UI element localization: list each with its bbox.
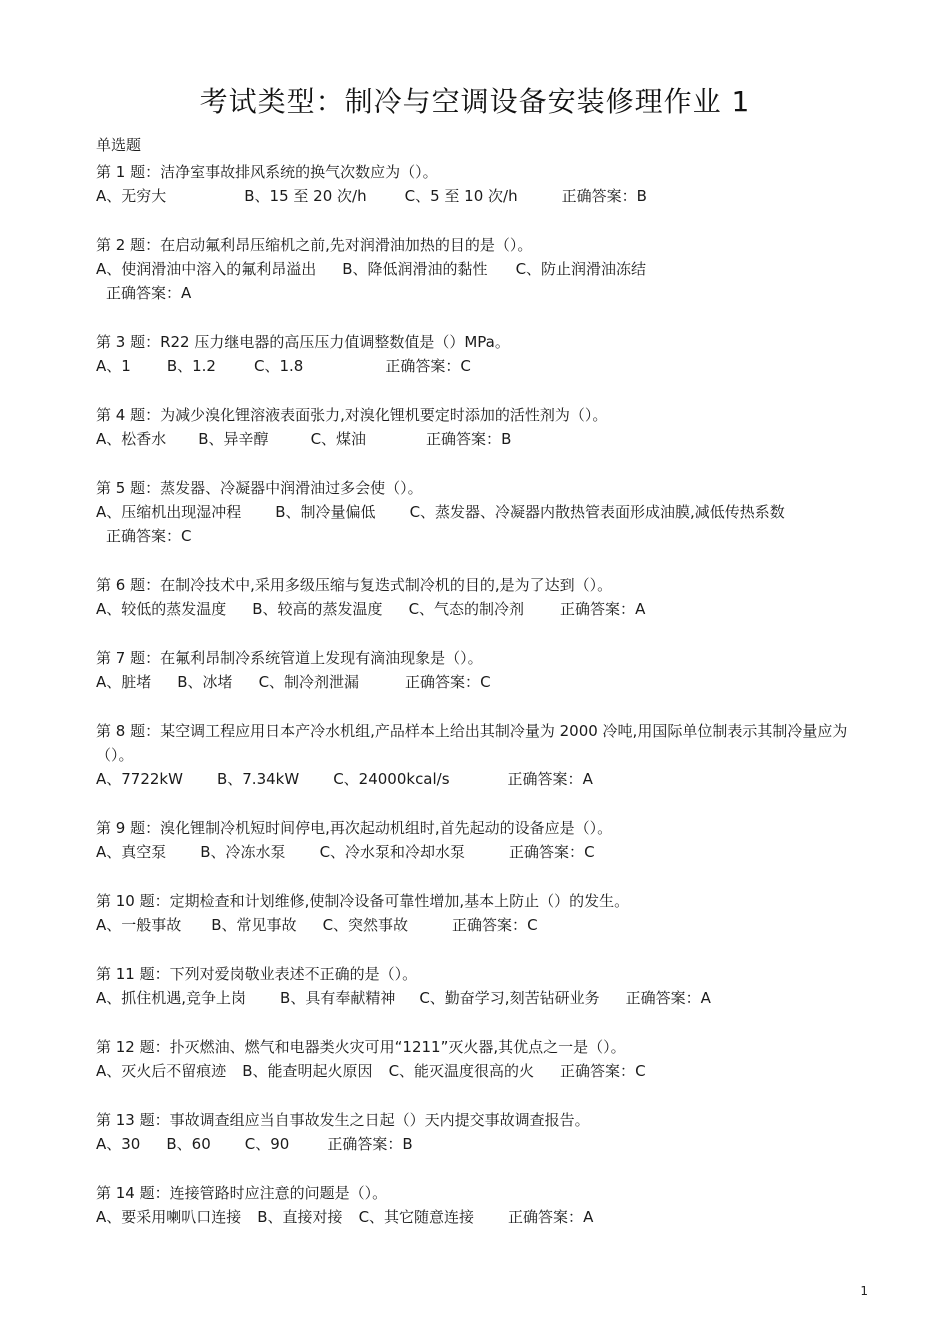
question-options bbox=[96, 670, 876, 694]
answer-label: 正确答案： bbox=[385, 357, 461, 375]
question-stem: 第 14 题：连接管路时应注意的问题是（）。 bbox=[96, 1184, 388, 1202]
option-c: C、制冷剂泄漏 bbox=[258, 673, 360, 691]
correct-answer bbox=[106, 284, 191, 302]
question-item bbox=[96, 1035, 876, 1083]
option-b: B、能查明起火原因 bbox=[242, 1062, 373, 1080]
correct-answer bbox=[405, 670, 491, 694]
question-options bbox=[96, 597, 876, 621]
answer-value: C bbox=[584, 843, 595, 861]
question-options bbox=[96, 840, 876, 864]
correct-answer bbox=[509, 840, 595, 864]
option-b: B、60 bbox=[166, 1135, 211, 1153]
question-stem: 第 2 题：在启动氟利昂压缩机之前,先对润滑油加热的目的是（）。 bbox=[96, 236, 533, 254]
option-c: C、90 bbox=[244, 1135, 290, 1153]
question-options bbox=[96, 1059, 876, 1083]
page-number: 1 bbox=[860, 1284, 868, 1298]
question-options bbox=[96, 1205, 876, 1229]
option-c: C、突然事故 bbox=[322, 916, 409, 934]
option-c: C、气态的制冷剂 bbox=[408, 600, 525, 618]
answer-line bbox=[96, 524, 876, 548]
option-c: C、5 至 10 次/h bbox=[404, 187, 518, 205]
option-b: B、冰堵 bbox=[177, 673, 233, 691]
option-b: B、降低润滑油的黏性 bbox=[342, 260, 488, 278]
answer-value: A bbox=[181, 284, 192, 302]
option-a: A、灭火后不留痕迹 bbox=[96, 1062, 227, 1080]
answer-value: C bbox=[460, 357, 471, 375]
question-item bbox=[96, 816, 876, 864]
correct-answer bbox=[327, 1132, 412, 1156]
question-stem: 第 1 题：洁净室事故排风系统的换气次数应为（）。 bbox=[96, 163, 438, 181]
question-stem: 第 4 题：为减少溴化锂溶液表面张力,对溴化锂机要定时添加的活性剂为（）。 bbox=[96, 406, 608, 424]
answer-value: B bbox=[501, 430, 512, 448]
answer-value: A bbox=[583, 1208, 594, 1226]
option-a: A、无穷大 bbox=[96, 187, 167, 205]
answer-value: C bbox=[527, 916, 538, 934]
answer-value: C bbox=[480, 673, 491, 691]
answer-value: B bbox=[636, 187, 647, 205]
question-stem: 第 13 题：事故调查组应当自事故发生之日起（）天内提交事故调查报告。 bbox=[96, 1111, 590, 1129]
answer-label: 正确答案： bbox=[561, 187, 637, 205]
answer-label: 正确答案： bbox=[560, 1062, 636, 1080]
answer-value: A bbox=[700, 989, 711, 1007]
question-item bbox=[96, 160, 876, 208]
option-c: C、能灭温度很高的火 bbox=[388, 1062, 535, 1080]
question-stem: 第 8 题：某空调工程应用日本产冷水机组,产品样本上给出其制冷量为 2000 冷吨,用国际单位制表示其制冷量应为（）。 bbox=[96, 722, 848, 764]
question-options bbox=[96, 427, 876, 451]
question-stem: 第 7 题：在氟利昂制冷系统管道上发现有滴油现象是（）。 bbox=[96, 649, 483, 667]
option-c: C、蒸发器、冷凝器内散热管表面形成油膜,减低传热系数 bbox=[409, 503, 785, 521]
answer-value: A bbox=[635, 600, 646, 618]
correct-answer bbox=[106, 527, 192, 545]
option-b: B、7.34kW bbox=[216, 770, 300, 788]
section-heading: 单选题 bbox=[96, 136, 142, 154]
question-options bbox=[96, 354, 876, 378]
option-c: C、1.8 bbox=[253, 357, 304, 375]
question-stem: 第 6 题：在制冷技术中,采用多级压缩与复迭式制冷机的目的,是为了达到（）。 bbox=[96, 576, 613, 594]
question-item bbox=[96, 476, 876, 548]
option-b: B、1.2 bbox=[166, 357, 216, 375]
option-a: A、较低的蒸发温度 bbox=[96, 600, 227, 618]
question-item bbox=[96, 646, 876, 694]
option-b: B、15 至 20 次/h bbox=[244, 187, 367, 205]
question-stem: 第 11 题：下列对爱岗敬业表述不正确的是（）。 bbox=[96, 965, 418, 983]
question-options bbox=[96, 500, 876, 524]
question-item bbox=[96, 962, 876, 1010]
option-a: A、真空泵 bbox=[96, 843, 167, 861]
option-a: A、1 bbox=[96, 357, 131, 375]
correct-answer bbox=[508, 1205, 593, 1229]
option-a: A、抓住机遇,竞争上岗 bbox=[96, 989, 247, 1007]
option-c: C、其它随意连接 bbox=[358, 1208, 475, 1226]
question-options bbox=[96, 257, 876, 281]
answer-label: 正确答案： bbox=[426, 430, 502, 448]
correct-answer bbox=[426, 427, 511, 451]
question-list bbox=[96, 160, 876, 1254]
option-a: A、压缩机出现湿冲程 bbox=[96, 503, 242, 521]
answer-value: C bbox=[635, 1062, 646, 1080]
question-stem: 第 10 题：定期检查和计划维修,使制冷设备可靠性增加,基本上防止（）的发生。 bbox=[96, 892, 630, 910]
option-a: A、要采用喇叭口连接 bbox=[96, 1208, 242, 1226]
option-a: A、30 bbox=[96, 1135, 141, 1153]
correct-answer bbox=[452, 913, 538, 937]
option-c: C、24000kcal/s bbox=[333, 770, 450, 788]
option-c: C、煤油 bbox=[310, 430, 367, 448]
option-a: A、一般事故 bbox=[96, 916, 182, 934]
option-b: B、较高的蒸发温度 bbox=[252, 600, 383, 618]
question-stem: 第 9 题：溴化锂制冷机短时间停电,再次起动机组时,首先起动的设备应是（）。 bbox=[96, 819, 613, 837]
answer-label: 正确答案： bbox=[509, 843, 585, 861]
option-b: B、冷冻水泵 bbox=[200, 843, 286, 861]
option-c: C、冷水泵和冷却水泵 bbox=[319, 843, 466, 861]
answer-value: C bbox=[181, 527, 192, 545]
question-item bbox=[96, 889, 876, 937]
option-a: A、7722kW bbox=[96, 770, 183, 788]
question-item bbox=[96, 1181, 876, 1229]
answer-label: 正确答案： bbox=[625, 989, 701, 1007]
option-c: C、勤奋学习,刻苦钻研业务 bbox=[419, 989, 600, 1007]
answer-label: 正确答案： bbox=[508, 1208, 584, 1226]
correct-answer bbox=[562, 184, 647, 208]
answer-label: 正确答案： bbox=[327, 1135, 403, 1153]
question-item bbox=[96, 403, 876, 451]
question-stem: 第 3 题：R22 压力继电器的高压压力值调整数值是（）MPa。 bbox=[96, 333, 510, 351]
question-item bbox=[96, 573, 876, 621]
answer-label: 正确答案： bbox=[106, 284, 182, 302]
option-b: B、制冷量偏低 bbox=[275, 503, 376, 521]
question-item bbox=[96, 330, 876, 378]
option-a: A、松香水 bbox=[96, 430, 167, 448]
option-b: B、常见事故 bbox=[211, 916, 297, 934]
question-item bbox=[96, 233, 876, 305]
option-b: B、直接对接 bbox=[257, 1208, 343, 1226]
correct-answer bbox=[560, 597, 645, 621]
answer-label: 正确答案： bbox=[106, 527, 182, 545]
answer-label: 正确答案： bbox=[452, 916, 528, 934]
answer-label: 正确答案： bbox=[560, 600, 636, 618]
option-b: B、具有奉献精神 bbox=[280, 989, 396, 1007]
question-options bbox=[96, 986, 876, 1010]
option-c: C、防止润滑油冻结 bbox=[515, 260, 647, 278]
option-a: A、使润滑油中溶入的氟利昂溢出 bbox=[96, 260, 317, 278]
correct-answer bbox=[560, 1059, 646, 1083]
answer-line bbox=[96, 281, 876, 305]
question-options bbox=[96, 913, 876, 937]
answer-value: B bbox=[402, 1135, 413, 1153]
question-options bbox=[96, 1132, 876, 1156]
correct-answer bbox=[385, 354, 471, 378]
question-stem: 第 5 题：蒸发器、冷凝器中润滑油过多会使（）。 bbox=[96, 479, 423, 497]
option-b: B、异辛醇 bbox=[198, 430, 269, 448]
answer-label: 正确答案： bbox=[507, 770, 583, 788]
correct-answer bbox=[508, 767, 593, 791]
question-item bbox=[96, 719, 876, 791]
answer-label: 正确答案： bbox=[405, 673, 481, 691]
answer-value: A bbox=[582, 770, 593, 788]
question-stem: 第 12 题：扑灭燃油、燃气和电器类火灾可用“1211”灭火器,其优点之一是（）。 bbox=[96, 1038, 626, 1056]
correct-answer bbox=[626, 986, 711, 1010]
option-a: A、脏堵 bbox=[96, 673, 152, 691]
question-options bbox=[96, 767, 876, 791]
question-options bbox=[96, 184, 876, 208]
page-title: 考试类型：制冷与空调设备安装修理作业 1 bbox=[199, 85, 751, 118]
question-item bbox=[96, 1108, 876, 1156]
